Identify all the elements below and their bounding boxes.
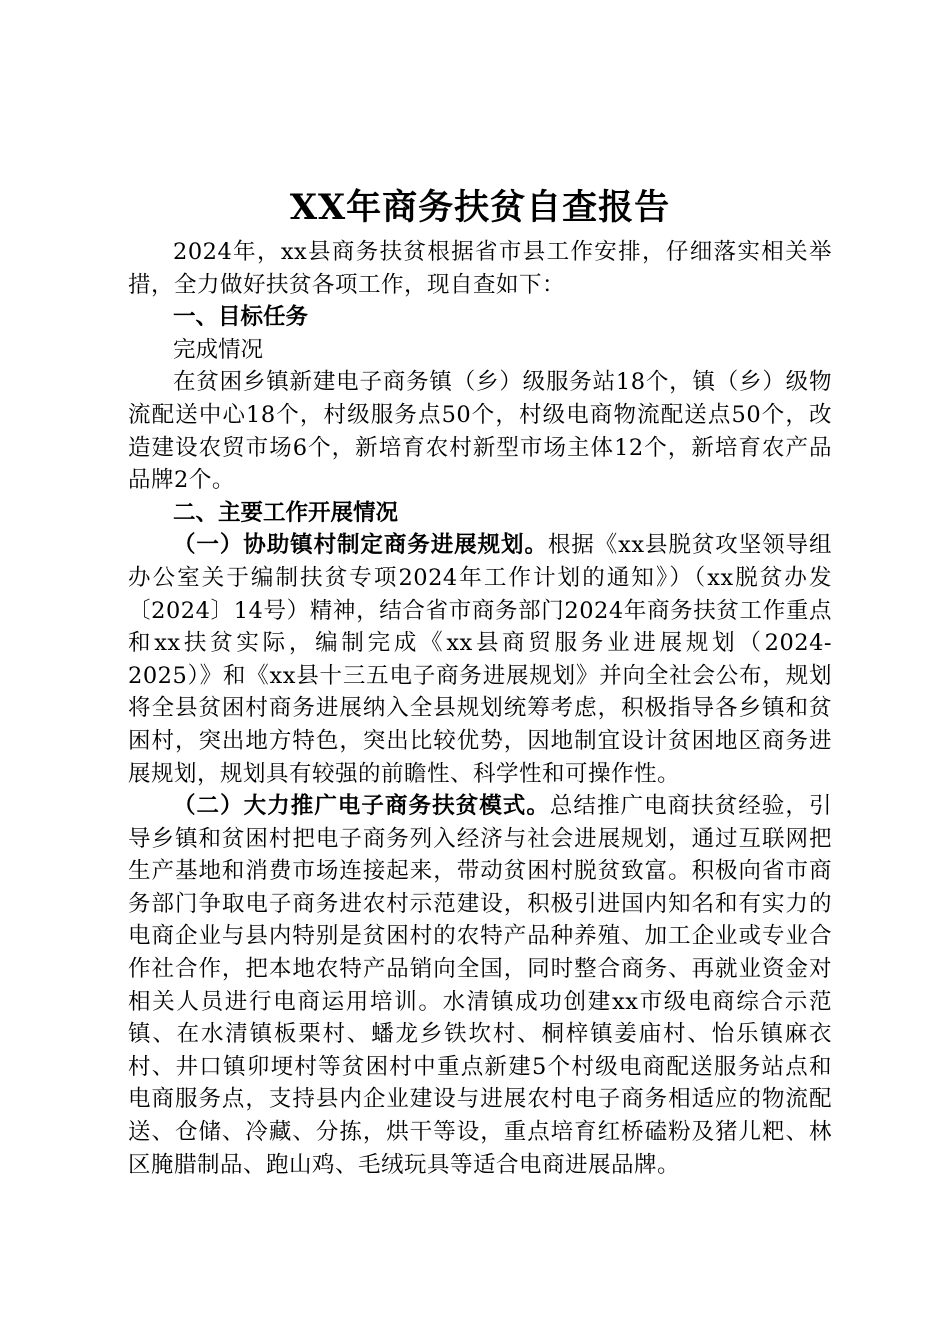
- work-item-2-body: 总结推广电商扶贫经验，引导乡镇和贫困村把电子商务列入经济与社会进展规划，通过互联网把生产基地和消费市场连接起来，带动贫困村脱贫致富。积极向省市商务部门争取电子商务进农村示范建设，积极引进国内知名和有实力的电商企业与县内特别是贫困村的农特产品种养殖、加工企业或专业合作社合作，把本地农特产品销向全国，同时整合商务、再就业资金对相关人员进行电商运用培训。水清镇成功创建xx市级电商综合示范镇、在水清镇板栗村、蟠龙乡铁坎村、桐梓镇姜庙村、怡乐镇麻衣村、井口镇卯埂村等贫困村中重点新建5个村级电商配送服务站点和电商服务点，支持县内企业建设与进展农村电子商务相适应的物流配送、仓储、冷藏、分拣，烘干等设，重点培育红桥磕粉及猪儿粑、林区腌腊制品、跑山鸡、毛绒玩具等适合电商进展品牌。: [128, 793, 832, 1178]
- completion-paragraph: 在贫困乡镇新建电子商务镇（乡）级服务站18个，镇（乡）级物流配送中心18个，村级服务点50个，村级电商物流配送点50个，改造建设农贸市场6个，新培育农村新型市场主体12个，新培育农产品品牌2个。: [128, 369, 832, 494]
- section-heading-work: 二、主要工作开展情况: [173, 499, 399, 526]
- subheading-completion: 完成情况: [173, 336, 264, 363]
- work-item-1-lead: （一）协助镇村制定商务进展规划。: [173, 532, 548, 559]
- section-heading-goals: 一、目标任务: [173, 304, 309, 331]
- work-item-2-paragraph: [128, 790, 832, 1181]
- work-item-1-paragraph: [128, 529, 832, 790]
- intro-paragraph: 2024年，xx县商务扶贫根据省市县工作安排，仔细落实相关举措，全力做好扶贫各项工作，现自查如下：: [128, 239, 832, 298]
- work-item-1-body: 根据《xx县脱贫攻坚领导组办公室关于编制扶贫专项2024年工作计划的通知》）（xx脱贫办发〔2024〕14号）精神，结合省市商务部门2024年商务扶贫工作重点和xx扶贫实际，编制完成《xx县商贸服务业进展规划（2024-2025）》和《xx县十三五电子商务进展规划》并向全社会公布，规划将全县贫困村商务进展纳入全县规划统筹考虑，积极指导各乡镇和贫困村，突出地方特色，突出比较优势，因地制宜设计贫困地区商务进展规划，规划具有较强的前瞻性、科学性和可操作性。: [128, 532, 832, 787]
- document-title: XX年商务扶贫自查报告: [289, 187, 671, 228]
- work-item-2-lead: （二）大力推广电子商务扶贫模式。: [173, 793, 550, 820]
- document-page: [128, 186, 832, 1181]
